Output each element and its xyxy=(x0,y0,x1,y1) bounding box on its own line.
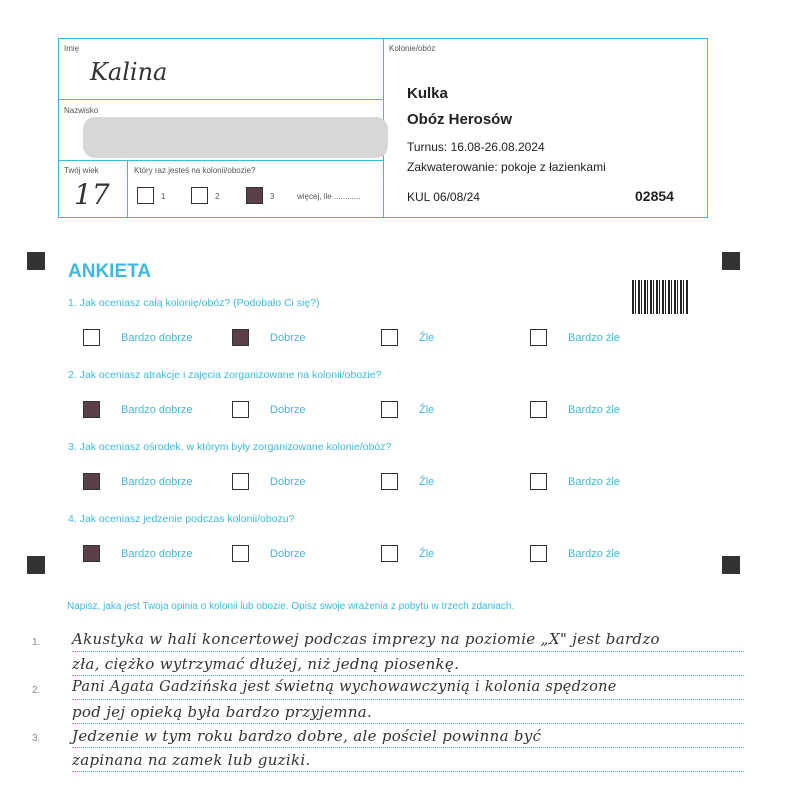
registration-marker-mid-right xyxy=(722,556,740,574)
times-checkbox-3[interactable] xyxy=(246,187,263,204)
first-name-value[interactable]: Kalina xyxy=(90,58,168,86)
opinion-line-6 xyxy=(72,771,744,772)
opinion-text-line-2[interactable]: zła, ciężko wytrzymać dłużej, niż jedną piosenkę. xyxy=(72,655,460,673)
q4-option-zle-checkbox[interactable] xyxy=(381,545,398,562)
opinion-prompt: Napisz, jaka jest Twoja opinia o kolonii lub obozie. Opisz swoje wrażenia z pobytu w trzech zdaniach. xyxy=(67,601,515,612)
q4-option-bardzo-dobrze-checkbox[interactable] xyxy=(83,545,100,562)
opinion-line-3 xyxy=(72,699,744,700)
q2-option-bardzo-dobrze-checkbox[interactable] xyxy=(83,401,100,418)
q4-option-dobrze-checkbox[interactable] xyxy=(232,545,249,562)
opinion-text-line-6[interactable]: zapinana na zamek lub guziki. xyxy=(72,751,311,769)
q3-option-dobrze-checkbox[interactable] xyxy=(232,473,249,490)
question-1-text: 1. Jak oceniasz całą kolonię/obóz? (Podobało Ci się?) xyxy=(68,297,320,309)
camp-code: KUL 06/08/24 xyxy=(407,190,480,204)
opinion-text-line-4[interactable]: pod jej opieką była bardzo przyjemna. xyxy=(72,703,373,721)
q3-option-zle-label: Źle xyxy=(419,476,435,488)
q4-option-bardzo-dobrze-label: Bardzo dobrze xyxy=(121,548,193,560)
q1-option-zle-label: Źle xyxy=(419,332,435,344)
registration-marker-top-right xyxy=(722,252,740,270)
header-divider-3 xyxy=(127,160,128,218)
times-option-1: 1 xyxy=(161,192,166,201)
camp-label: Kolonie/obóz xyxy=(389,44,436,53)
question-4-text: 4. Jak oceniasz jedzenie podczas kolonii/obozu? xyxy=(68,513,295,525)
q3-option-bardzo-dobrze-checkbox[interactable] xyxy=(83,473,100,490)
q1-option-bardzo-dobrze-label: Bardzo dobrze xyxy=(121,332,193,344)
question-2-text: 2. Jak oceniasz atrakcje i zajęcia zorganizowane na kolonii/obozie? xyxy=(68,369,382,381)
q2-option-bardzo-dobrze-label: Bardzo dobrze xyxy=(121,404,193,416)
last-name-redacted[interactable] xyxy=(83,117,388,158)
q2-option-dobrze-checkbox[interactable] xyxy=(232,401,249,418)
q3-option-zle-checkbox[interactable] xyxy=(381,473,398,490)
opinion-line-5 xyxy=(72,747,744,748)
q3-option-bardzo-zle-checkbox[interactable] xyxy=(530,473,547,490)
opinion-line-1 xyxy=(72,651,744,652)
camp-turnus: Turnus: 16.08-26.08.2024 xyxy=(407,140,545,154)
q4-option-bardzo-zle-label: Bardzo źle xyxy=(568,548,620,560)
last-name-label: Nazwisko xyxy=(64,106,99,115)
camp-number: 02854 xyxy=(635,188,674,204)
opinion-number-2: 2. xyxy=(32,685,41,696)
times-checkbox-2[interactable] xyxy=(191,187,208,204)
registration-marker-mid-left xyxy=(27,556,45,574)
camp-name: Kulka xyxy=(407,85,448,102)
first-name-label: Imię xyxy=(64,44,80,53)
question-3-text: 3. Jak oceniasz ośrodek, w którym były zorganizowane kolonie/obóz? xyxy=(68,441,392,453)
opinion-number-1: 1. xyxy=(32,637,41,648)
camp-title: Obóz Herosów xyxy=(407,111,513,128)
survey-title: ANKIETA xyxy=(68,261,152,282)
camp-accommodation: Zakwaterowanie: pokoje z łazienkami xyxy=(407,160,606,174)
age-label: Twój wiek xyxy=(64,166,99,175)
times-label: Który raz jesteś na kolonii/obozie? xyxy=(134,166,256,175)
opinion-text-line-3[interactable]: Pani Agata Gadzińska jest świetną wychowawczynią i kolonia spędzone xyxy=(72,679,617,695)
opinion-number-3: 3. xyxy=(32,733,41,744)
q1-option-bardzo-dobrze-checkbox[interactable] xyxy=(83,329,100,346)
q4-option-zle-label: Źle xyxy=(419,548,435,560)
q2-option-dobrze-label: Dobrze xyxy=(270,404,306,416)
barcode xyxy=(632,280,688,314)
q3-option-bardzo-dobrze-label: Bardzo dobrze xyxy=(121,476,193,488)
times-option-2: 2 xyxy=(215,192,220,201)
times-checkbox-1[interactable] xyxy=(137,187,154,204)
registration-marker-top-left xyxy=(27,252,45,270)
header-divider-1 xyxy=(58,99,383,100)
q1-option-dobrze-label: Dobrze xyxy=(270,332,306,344)
times-option-3: 3 xyxy=(270,192,275,201)
age-value[interactable]: 17 xyxy=(74,178,110,211)
q2-option-zle-label: Źle xyxy=(419,404,435,416)
q3-option-dobrze-label: Dobrze xyxy=(270,476,306,488)
q3-option-bardzo-zle-label: Bardzo źle xyxy=(568,476,620,488)
q4-option-dobrze-label: Dobrze xyxy=(270,548,306,560)
opinion-text-line-5[interactable]: Jedzenie w tym roku bardzo dobre, ale pościel powinna być xyxy=(72,727,542,745)
q1-option-bardzo-zle-checkbox[interactable] xyxy=(530,329,547,346)
opinion-text-line-1[interactable]: Akustyka w hali koncertowej podczas imprezy na poziomie „X" jest bardzo xyxy=(72,630,660,648)
opinion-line-4 xyxy=(72,723,744,724)
q2-option-zle-checkbox[interactable] xyxy=(381,401,398,418)
q1-option-dobrze-checkbox[interactable] xyxy=(232,329,249,346)
header-divider-2 xyxy=(58,160,383,161)
q4-option-bardzo-zle-checkbox[interactable] xyxy=(530,545,547,562)
q2-option-bardzo-zle-checkbox[interactable] xyxy=(530,401,547,418)
q1-option-bardzo-zle-label: Bardzo źle xyxy=(568,332,620,344)
opinion-line-2 xyxy=(72,675,744,676)
times-more-label: więcej, ile ............ xyxy=(297,192,361,201)
q2-option-bardzo-zle-label: Bardzo źle xyxy=(568,404,620,416)
q1-option-zle-checkbox[interactable] xyxy=(381,329,398,346)
